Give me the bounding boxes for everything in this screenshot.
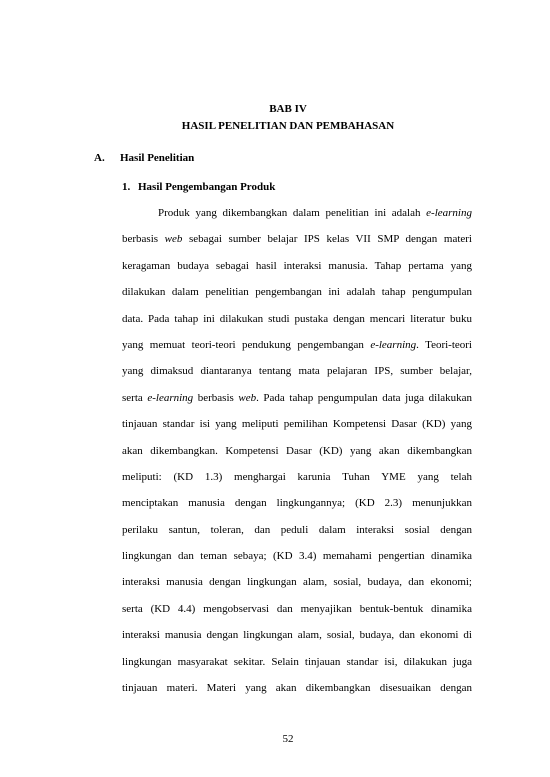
text-line-content — [122, 365, 472, 377]
italic-term: web — [238, 391, 257, 404]
text-run: lingkungan dan teman sebaya; (KD 3.4) memahami pengertian dinamika — [122, 550, 472, 563]
text-line-content — [122, 260, 472, 272]
subsection-heading — [122, 181, 275, 194]
text-run: akan dikembangkan. Kompetensi Dasar (KD) yang akan dikembangkan — [122, 444, 472, 457]
text-line — [122, 365, 472, 391]
text-run: keragaman budaya sebagai hasil interaksi manusia. Tahap pertama yang — [122, 259, 472, 272]
text-run: serta (KD 4.4) mengobservasi dan menyajikan bentuk-bentuk dinamika — [122, 602, 472, 615]
text-line-content — [122, 524, 472, 536]
text-run: . Teori-teori — [416, 338, 472, 351]
text-line — [122, 418, 472, 444]
text-line-content — [122, 682, 472, 694]
text-run: meliputi: (KD 1.3) menghargai karunia Tuhan YME yang telah — [122, 470, 472, 483]
text-run: yang memuat teori-teori pendukung pengembangan — [122, 338, 371, 351]
text-line-content — [122, 445, 472, 457]
text-line-content — [122, 286, 472, 298]
text-line — [122, 445, 472, 471]
text-line-content — [122, 339, 472, 351]
text-run: data. Pada tahap ini dilakukan studi pustaka dengan mencari literatur buku — [122, 312, 472, 325]
text-run: lingkungan masyarakat sekitar. Selain tinjauan standar isi, dilakukan juga — [122, 655, 472, 668]
text-run: Produk yang dikembangkan dalam penelitian ini adalah — [158, 207, 427, 219]
text-run: berbasis — [122, 233, 165, 246]
text-line-content — [122, 629, 472, 641]
text-run: . Pada tahap pengumpulan data juga dilakukan — [256, 391, 472, 404]
text-run: yang dimaksud diantaranya tentang mata pelajaran IPS, sumber belajar, — [122, 365, 472, 378]
text-run: serta — [122, 391, 148, 404]
text-line-content — [122, 576, 472, 588]
text-line-content — [122, 418, 472, 430]
text-run: sebagai sumber belajar IPS kelas VII SMP dengan materi — [182, 233, 472, 246]
text-line — [122, 629, 472, 655]
text-line — [122, 313, 472, 339]
italic-term: e-learning — [147, 391, 194, 404]
text-line-content — [122, 471, 472, 483]
text-line — [122, 260, 472, 286]
section-marker: A. — [94, 152, 105, 164]
text-run: menciptakan manusia dengan lingkungannya; (KD 2.3) menunjukkan — [122, 497, 472, 510]
italic-term: web — [164, 233, 183, 246]
text-line — [122, 576, 472, 602]
text-line — [122, 286, 472, 312]
text-run: berbasis — [193, 391, 239, 404]
text-run: dilakukan dalam penelitian pengembangan ini adalah tahap pengumpulan — [122, 286, 472, 299]
text-run: interaksi manusia dengan lingkungan alam, sosial, budaya, dan ekonomi di — [122, 629, 472, 642]
text-run: perilaku santun, toleran, dan peduli dalam interaksi sosial dengan — [122, 523, 472, 536]
text-line-content — [122, 233, 472, 245]
text-line — [122, 207, 472, 233]
chapter-title: HASIL PENELITIAN DAN PEMBAHASAN — [181, 120, 395, 132]
section-label: Hasil Penelitian — [120, 152, 195, 164]
text-run: tinjauan standar isi yang meliputi pemilihan Kompetensi Dasar (KD) yang — [122, 418, 472, 431]
italic-term: e-learning — [426, 207, 472, 219]
text-line-content — [122, 497, 472, 509]
text-line — [122, 656, 472, 682]
chapter-number: BAB IV — [269, 103, 307, 115]
text-line — [122, 233, 472, 259]
text-line — [122, 550, 472, 576]
page-number: 52 — [282, 733, 294, 745]
subsection-label: Hasil Pengembangan Produk — [138, 181, 276, 193]
text-line — [122, 497, 472, 523]
text-line — [122, 392, 472, 418]
body-paragraph — [122, 207, 472, 708]
text-line — [122, 524, 472, 550]
text-line-content — [158, 207, 472, 219]
text-line — [122, 339, 472, 365]
text-run: interaksi manusia dengan lingkungan alam, sosial, budaya, dan ekonomi; — [122, 576, 472, 589]
text-line-content — [122, 313, 472, 325]
section-heading — [94, 152, 194, 165]
text-line-content — [122, 603, 472, 615]
text-line-content — [122, 392, 472, 404]
text-line-content — [122, 550, 472, 562]
text-run: tinjauan materi. Materi yang akan dikembangkan disesuaikan dengan — [122, 682, 472, 695]
italic-term: e-learning — [370, 338, 417, 351]
text-line-content — [122, 656, 472, 668]
text-line — [122, 682, 472, 708]
text-line — [122, 603, 472, 629]
subsection-marker: 1. — [122, 181, 131, 193]
text-line — [122, 471, 472, 497]
